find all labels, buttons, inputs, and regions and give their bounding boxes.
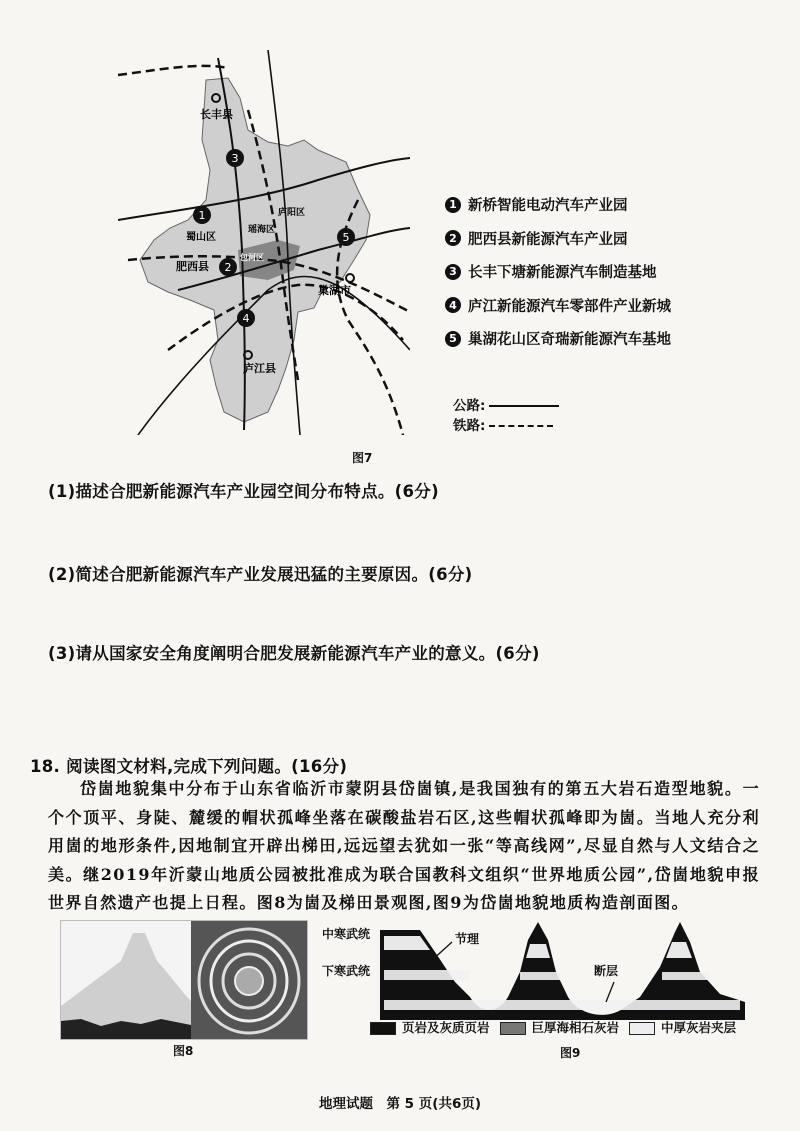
hefei-map-svg: [118, 50, 410, 435]
label-center3: 庐阳区: [278, 208, 306, 218]
label-center2: 包河区: [240, 253, 264, 262]
interlayer-swatch-icon: [629, 1022, 655, 1035]
shale-swatch-icon: [370, 1022, 396, 1035]
question-18-title: 18. 阅读图文材料,完成下列问题。(16分): [30, 757, 348, 776]
rail-label: 铁路:: [453, 418, 486, 434]
svg-text:2: 2: [224, 261, 232, 274]
label-shushan: 蜀山区: [186, 232, 216, 243]
figure8-photo: [60, 920, 308, 1040]
svg-text:1: 1: [198, 209, 206, 222]
figure9-caption: 图9: [560, 1046, 581, 1060]
legend9-item-2: 巨厚海相石灰岩: [500, 1018, 620, 1036]
legend-item-1: 1 新桥智能电动汽车产业园: [445, 188, 745, 222]
legend-item-2: 2 肥西县新能源汽车产业园: [445, 222, 745, 256]
figure9-legend: [370, 1018, 736, 1036]
figure7-map: [118, 50, 410, 435]
marker-4: [237, 309, 255, 327]
question-3: (3)请从国家安全角度阐明合肥发展新能源汽车产业的意义。(6分): [48, 644, 540, 663]
label-fault: 断层: [594, 964, 619, 978]
figure9-section: [380, 922, 745, 1032]
limestone-swatch-icon: [500, 1022, 526, 1035]
figure7-legend: [445, 188, 745, 356]
svg-text:4: 4: [242, 312, 250, 325]
label-joint: 节理: [455, 932, 480, 946]
question-18-material: 岱崮地貌集中分布于山东省临沂市蒙阴县岱崮镇,是我国独有的第五大岩石造型地貌。一个个顶平、身陡、麓缓的帽状孤峰坐落在碳酸盐岩石区,这些帽状孤峰即为崮。当地人充分利用崮的地形条件,因地制宜开辟出梯田,远远望去犹如一张“等高线网”,尽显自然与人文结合之美。继2019年沂蒙山地质公园被批准成为联合国教科文组织“世界地质公园”,岱崮地貌申报世界自然遗产也提上日程。图8为崮及梯田景观图,图9为岱崮地貌地质构造剖面图。: [48, 779, 760, 912]
legend-item-4: 4 庐江新能源汽车零部件产业新城: [445, 289, 745, 323]
question-1: (1)描述合肥新能源汽车产业园空间分布特点。(6分): [48, 482, 439, 501]
rail-line-icon: [489, 425, 553, 427]
marker-3: [226, 149, 244, 167]
label-lower-cambrian: 下寒武统: [322, 964, 371, 978]
marker-5: [337, 228, 355, 246]
figure7-caption: 图7: [352, 451, 373, 465]
marker-2: [219, 258, 237, 276]
marker-1: [193, 206, 211, 224]
legend9-item-3: 中厚灰岩夹层: [629, 1018, 736, 1036]
page-footer: 地理试题 第 5 页(共6页): [318, 1096, 482, 1112]
label-lujiang: 庐江县: [243, 362, 276, 375]
label-chaohu: 巢湖市: [318, 284, 351, 297]
road-line-icon: [489, 405, 559, 407]
label-upper-cambrian: 中寒武统: [322, 927, 371, 941]
road-label: 公路:: [453, 398, 486, 414]
road-rail-legend: [453, 396, 559, 436]
legend9-item-1: 页岩及灰质页岩: [370, 1018, 490, 1036]
legend-item-3: 3 长丰下塘新能源汽车制造基地: [445, 255, 745, 289]
legend-item-5: 5 巢湖花山区奇瑞新能源汽车基地: [445, 322, 745, 356]
question-2: (2)简述合肥新能源汽车产业发展迅猛的主要原因。(6分): [48, 565, 473, 584]
label-changfeng: 长丰县: [200, 108, 233, 121]
label-feixi: 肥西县: [176, 260, 209, 273]
svg-text:3: 3: [231, 152, 239, 165]
label-center1: 瑶海区: [248, 225, 276, 235]
figure8-caption: 图8: [173, 1044, 194, 1058]
svg-text:5: 5: [342, 231, 350, 244]
